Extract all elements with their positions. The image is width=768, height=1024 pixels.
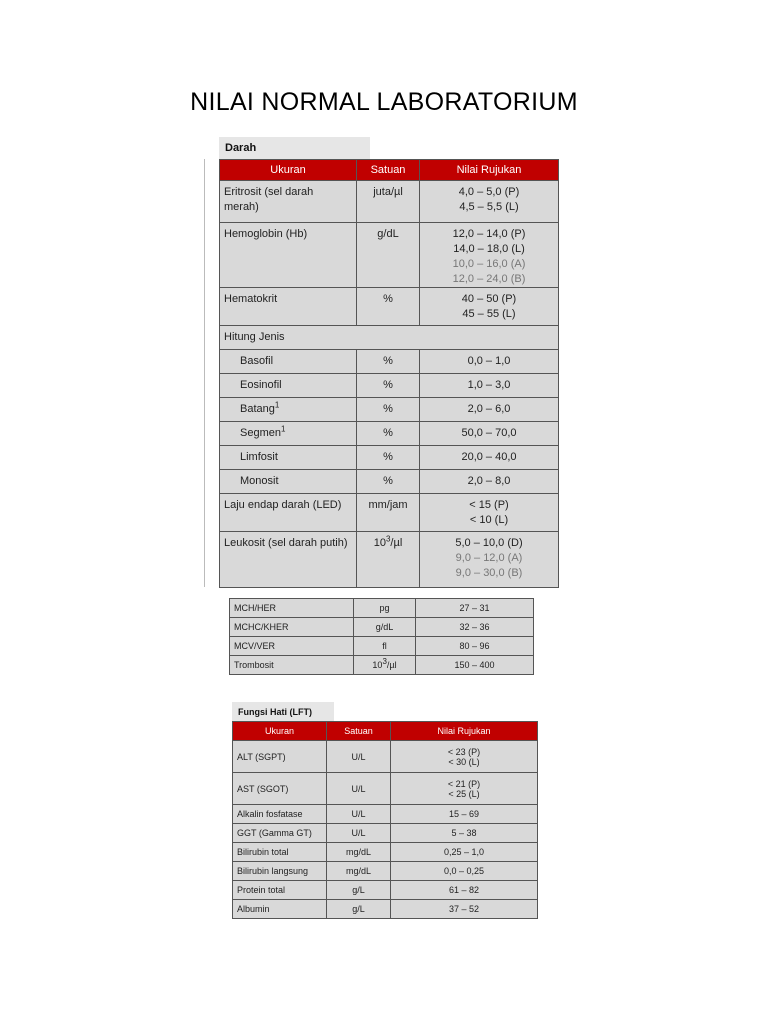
ukuran-cell: Protein total — [233, 881, 327, 900]
ukuran-cell — [220, 374, 357, 398]
nilai-cell — [391, 773, 538, 805]
unit-exponent: 3 — [382, 657, 387, 666]
darah-table-block — [204, 137, 558, 588]
value-line: 40 – 50 (P) — [461, 293, 517, 305]
table-row — [230, 637, 534, 656]
satuan-cell: % — [357, 350, 420, 374]
value-line: < 23 (P) — [447, 746, 481, 757]
value-line: 0,25 – 1,0 — [443, 847, 485, 857]
ukuran-cell: GGT (Gamma GT) — [233, 824, 327, 843]
value-line: 0,0 – 0,25 — [443, 866, 485, 876]
ukuran-cell: MCV/VER — [230, 637, 354, 656]
ukuran-cell: MCHC/KHER — [230, 618, 354, 637]
table-row — [233, 805, 538, 824]
fungsi-hati-section-label: Fungsi Hati (LFT) — [232, 702, 334, 721]
ukuran-cell: MCH/HER — [230, 599, 354, 618]
table-row — [220, 422, 559, 446]
table-row — [233, 741, 538, 773]
ukuran-cell — [220, 422, 357, 446]
table-header-row — [233, 722, 538, 741]
table-row — [233, 773, 538, 805]
satuan-cell: % — [357, 374, 420, 398]
value-line: < 15 (P) — [469, 499, 509, 511]
satuan-cell: % — [357, 470, 420, 494]
table-row — [220, 470, 559, 494]
nilai-cell — [391, 741, 538, 773]
nilai-cell — [391, 843, 538, 862]
value-line: < 10 (L) — [469, 514, 509, 526]
value-line: Hemoglobin (Hb) — [224, 228, 308, 240]
nilai-cell — [420, 181, 559, 223]
ukuran-cell — [220, 288, 357, 326]
ukuran-cell: Alkalin fosfatase — [233, 805, 327, 824]
nilai-cell: 32 – 36 — [416, 618, 534, 637]
ukuran-label: Basofil — [240, 355, 274, 367]
satuan-cell: juta/µl — [357, 181, 420, 223]
satuan-cell — [354, 618, 416, 637]
satuan-cell: mg/dL — [327, 843, 391, 862]
satuan-cell — [354, 637, 416, 656]
ukuran-cell: Leukosit (sel darah putih) — [220, 532, 357, 588]
value-line: 10,0 – 16,0 (A) — [452, 258, 526, 270]
satuan-cell: U/L — [327, 773, 391, 805]
nilai-cell — [420, 494, 559, 532]
nilai-cell — [391, 862, 538, 881]
value-line: 9,0 – 30,0 (B) — [455, 567, 523, 579]
table-row — [220, 446, 559, 470]
value-line: 12,0 – 14,0 (P) — [452, 228, 526, 240]
ukuran-label: Limfosit — [240, 451, 278, 463]
nilai-cell: 1,0 – 3,0 — [420, 374, 559, 398]
table-row — [230, 599, 534, 618]
value-line: 61 – 82 — [448, 885, 480, 895]
unit-exponent: 3 — [385, 534, 391, 544]
header-ukuran: Ukuran — [233, 722, 327, 741]
nilai-cell: 80 – 96 — [416, 637, 534, 656]
value-line: 15 – 69 — [448, 809, 480, 819]
table-row — [220, 532, 559, 588]
nilai-cell — [420, 223, 559, 288]
footnote-mark: 1 — [280, 424, 286, 434]
table-row — [220, 350, 559, 374]
unit-label: fl — [382, 641, 387, 651]
satuan-cell — [354, 656, 416, 675]
ukuran-cell: ALT (SGPT) — [233, 741, 327, 773]
satuan-cell: g/L — [327, 900, 391, 919]
satuan-cell: U/L — [327, 824, 391, 843]
fungsi-hati-table — [232, 721, 538, 919]
table-row — [233, 900, 538, 919]
table-row — [220, 374, 559, 398]
footnote-mark: 1 — [274, 400, 280, 410]
nilai-cell: 150 – 400 — [416, 656, 534, 675]
ukuran-cell — [220, 223, 357, 288]
header-nilai-rujukan: Nilai Rujukan — [420, 160, 559, 181]
unit-suffix: /µl — [386, 660, 397, 670]
table-row — [220, 494, 559, 532]
table-row — [233, 843, 538, 862]
value-line: 5,0 – 10,0 (D) — [455, 537, 523, 549]
table-row — [220, 398, 559, 422]
ukuran-cell — [220, 470, 357, 494]
value-line: 37 – 52 — [448, 904, 480, 914]
value-line: 5 – 38 — [451, 828, 477, 838]
left-border — [204, 159, 209, 587]
nilai-cell: 2,0 – 6,0 — [420, 398, 559, 422]
table-row — [230, 656, 534, 675]
header-ukuran: Ukuran — [220, 160, 357, 181]
header-satuan: Satuan — [357, 160, 420, 181]
ukuran-cell — [220, 350, 357, 374]
ukuran-cell — [220, 446, 357, 470]
value-line: 14,0 – 18,0 (L) — [453, 243, 525, 255]
satuan-cell: g/L — [327, 881, 391, 900]
group-row — [220, 326, 559, 350]
satuan-cell: % — [357, 288, 420, 326]
table-row — [220, 223, 559, 288]
page-title: NILAI NORMAL LABORATORIUM — [190, 88, 578, 116]
ukuran-label: Segmen — [240, 427, 281, 439]
ukuran-cell: Trombosit — [230, 656, 354, 675]
satuan-cell: % — [357, 422, 420, 446]
table-row — [230, 618, 534, 637]
satuan-cell: % — [357, 398, 420, 422]
unit-label: pg — [379, 603, 390, 613]
value-line: 4,5 – 5,5 (L) — [459, 201, 519, 213]
ukuran-cell — [220, 181, 357, 223]
satuan-cell: mg/dL — [327, 862, 391, 881]
ukuran-label: Eosinofil — [240, 379, 282, 391]
nilai-cell — [391, 824, 538, 843]
satuan-cell — [354, 599, 416, 618]
table-header-row — [220, 160, 559, 181]
ukuran-cell: Albumin — [233, 900, 327, 919]
group-label-cell: Hitung Jenis — [220, 326, 559, 350]
fungsi-hati-table-block — [232, 702, 537, 919]
ukuran-cell: Laju endap darah (LED) — [220, 494, 357, 532]
darah-table — [219, 159, 559, 588]
indeks-table-block — [229, 598, 533, 675]
satuan-cell — [357, 532, 420, 588]
satuan-cell: mm/jam — [357, 494, 420, 532]
value-line: < 25 (L) — [448, 788, 480, 799]
nilai-cell — [420, 288, 559, 326]
ukuran-cell: Bilirubin langsung — [233, 862, 327, 881]
satuan-cell: U/L — [327, 741, 391, 773]
nilai-cell — [391, 805, 538, 824]
table-row — [233, 862, 538, 881]
ukuran-label: Monosit — [240, 475, 279, 487]
indeks-table — [229, 598, 534, 675]
ukuran-label: Batang — [240, 403, 275, 415]
nilai-cell: 50,0 – 70,0 — [420, 422, 559, 446]
header-nilai-rujukan: Nilai Rujukan — [391, 722, 538, 741]
value-line: Hematokrit — [224, 293, 278, 305]
satuan-cell: % — [357, 446, 420, 470]
unit-base: 10 — [373, 537, 386, 549]
table-row — [220, 288, 559, 326]
value-line: 9,0 – 12,0 (A) — [455, 552, 523, 564]
table-row — [233, 824, 538, 843]
value-line: < 21 (P) — [447, 778, 481, 789]
nilai-cell — [391, 900, 538, 919]
value-line: 4,0 – 5,0 (P) — [458, 186, 520, 198]
header-satuan: Satuan — [327, 722, 391, 741]
value-line: < 30 (L) — [448, 756, 480, 767]
table-row — [220, 181, 559, 223]
satuan-cell: U/L — [327, 805, 391, 824]
unit-label: g/dL — [375, 622, 394, 632]
table-row — [233, 881, 538, 900]
ukuran-cell: Bilirubin total — [233, 843, 327, 862]
unit-base: 10 — [372, 660, 383, 670]
value-line: 12,0 – 24,0 (B) — [452, 273, 526, 285]
ukuran-cell: AST (SGOT) — [233, 773, 327, 805]
nilai-cell: 0,0 – 1,0 — [420, 350, 559, 374]
value-line: 45 – 55 (L) — [462, 308, 516, 320]
value-line: merah) — [224, 201, 259, 213]
value-line: Eritrosit (sel darah — [224, 186, 314, 198]
nilai-cell: 20,0 – 40,0 — [420, 446, 559, 470]
unit-suffix: /µl — [390, 537, 403, 549]
nilai-cell: 2,0 – 8,0 — [420, 470, 559, 494]
satuan-cell: g/dL — [357, 223, 420, 288]
darah-section-label: Darah — [219, 137, 370, 159]
ukuran-cell — [220, 398, 357, 422]
nilai-cell — [420, 532, 559, 588]
nilai-cell: 27 – 31 — [416, 599, 534, 618]
nilai-cell — [391, 881, 538, 900]
